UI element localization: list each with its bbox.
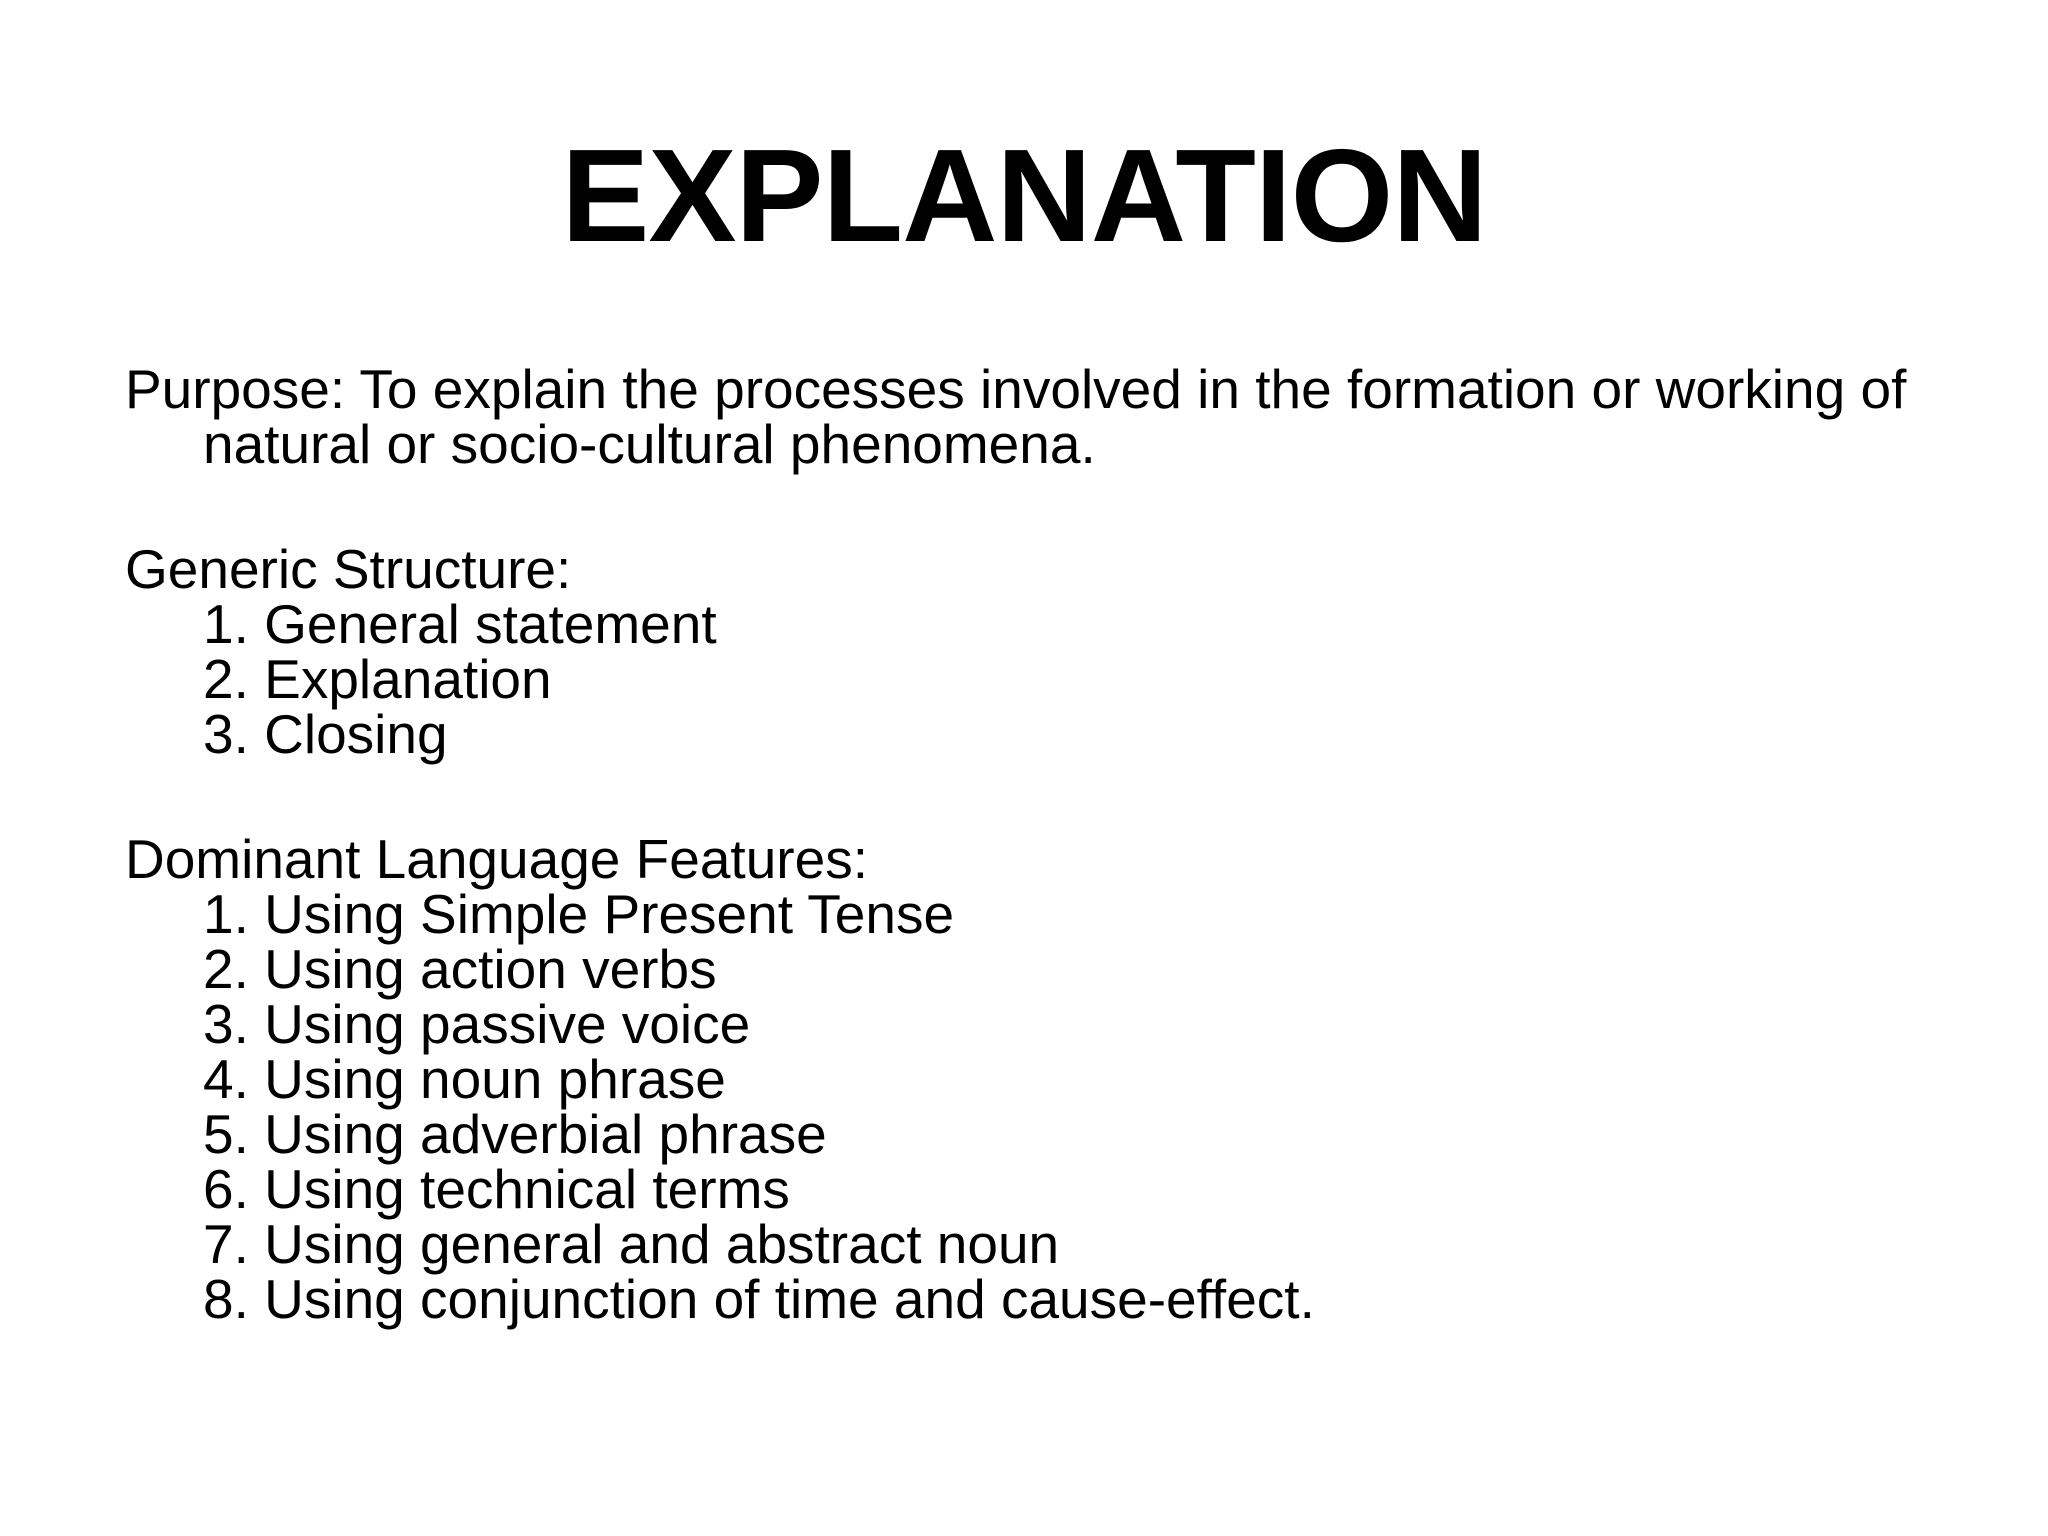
list-item: 5. Using adverbial phrase xyxy=(203,1103,827,1165)
spacer xyxy=(125,472,1985,542)
list-item: 2. Explanation xyxy=(203,648,552,710)
spacer xyxy=(125,762,1985,832)
slide-body xyxy=(125,358,1985,1330)
generic-structure-list xyxy=(125,593,1985,765)
list-item: 3. Using passive voice xyxy=(203,993,751,1055)
slide-title: EXPLANATION xyxy=(561,122,1487,269)
language-features-heading: Dominant Language Features: xyxy=(125,828,868,890)
list-item: 2. Using action verbs xyxy=(203,938,717,1000)
language-features-list xyxy=(125,883,1985,1330)
generic-structure-heading: Generic Structure: xyxy=(125,538,572,600)
purpose-text: Purpose: To explain the processes involved in the formation or working of natural or socio-cultural phenomena. xyxy=(125,358,1907,475)
list-item: 1. General statement xyxy=(203,593,717,655)
list-item: 1. Using Simple Present Tense xyxy=(203,883,955,945)
list-item: 7. Using general and abstract noun xyxy=(203,1213,1060,1275)
list-item: 8. Using conjunction of time and cause-effect. xyxy=(203,1268,1315,1330)
list-item: 3. Closing xyxy=(203,703,448,765)
list-item: 4. Using noun phrase xyxy=(203,1048,726,1110)
list-item: 6. Using technical terms xyxy=(203,1158,790,1220)
